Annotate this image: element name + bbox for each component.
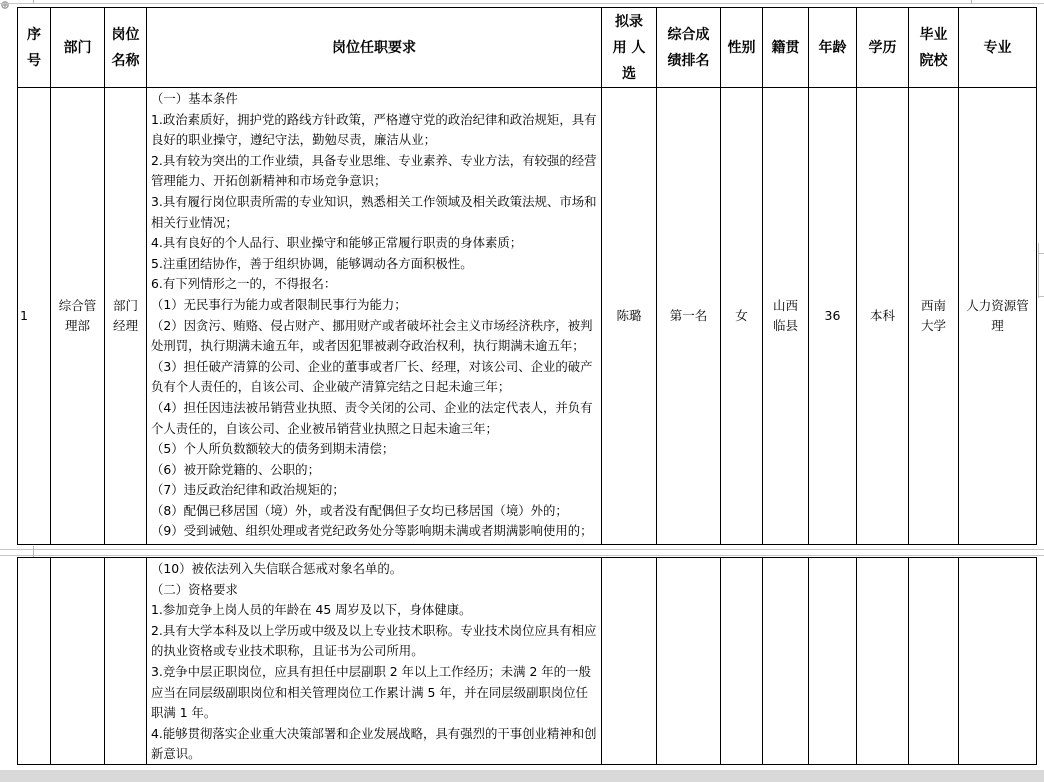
requirement-paragraph: 3.竞争中层正职岗位，应具有担任中层副职 2 年以上工作经历；未满 2 年的一般应当在同层级副职岗位和相关管理岗位工作累计满 5 年，并在同层级副职岗位任职满 1 年。 — [151, 663, 591, 721]
requirement-paragraph: 4.能够贯彻落实企业重大决策部署和企业发展战略，具有强烈的干事创业精神和创新意识。 — [151, 725, 597, 762]
cell-position-continued[interactable] — [105, 558, 147, 765]
cell-gender[interactable]: 女 — [721, 88, 763, 545]
header-education[interactable]: 学历 — [857, 8, 909, 88]
requirement-paragraph: （5）个人所负数额较大的债务到期未清偿； — [151, 441, 395, 457]
cell-major[interactable]: 人力资源管理 — [959, 88, 1037, 545]
job-posting-table-page1 — [17, 7, 1037, 545]
cell-requirements-page2[interactable] — [147, 558, 602, 765]
cell-school-continued[interactable] — [909, 558, 959, 765]
requirement-paragraph: 3.具有履行岗位职责所需的专业知识，熟悉相关工作领域及相关政策法规、市场和相关行业情况； — [151, 193, 597, 230]
cell-school[interactable]: 西南大学 — [909, 88, 959, 545]
header-gender[interactable]: 性别 — [721, 8, 763, 88]
page-break-line — [0, 555, 1044, 556]
requirement-paragraph: 2.具有大学本科及以上学历或中级及以上专业技术职称。专业技术岗位应具有相应的执业资格或专业技术职称，且证书为公司所用。 — [151, 622, 597, 659]
table-row-continued — [18, 558, 1037, 765]
requirement-paragraph: （7）违反政治纪律和政治规矩的； — [151, 482, 345, 498]
header-candidate[interactable]: 拟录用 人选 — [602, 8, 657, 88]
cell-education[interactable]: 本科 — [857, 88, 909, 545]
header-major[interactable]: 专业 — [959, 8, 1037, 88]
cell-native-place[interactable]: 山西临县 — [763, 88, 809, 545]
cell-major-continued[interactable] — [959, 558, 1037, 765]
requirement-paragraph: （二）资格要求 — [151, 581, 238, 597]
cell-department-continued[interactable] — [51, 558, 105, 765]
requirement-paragraph: （10）被依法列入失信联合惩戒对象名单的。 — [151, 561, 403, 576]
requirement-paragraph: 1.政治素质好，拥护党的路线方针政策，严格遵守党的政治纪律和政治规矩，具有良好的职业操守，遵纪守法，勤勉尽责，廉洁从业； — [151, 111, 597, 148]
cell-age-continued[interactable] — [809, 558, 857, 765]
table-row — [18, 88, 1037, 545]
requirements-text-page2 — [151, 559, 597, 764]
page-margin-tick — [33, 0, 34, 4]
cell-candidate-continued[interactable] — [602, 558, 657, 765]
requirement-paragraph: 2.具有较为突出的工作业绩，具备专业思维、专业素养、专业方法，有较强的经营管理能力、开拓创新精神和市场竞争意识； — [151, 152, 597, 189]
requirement-paragraph: 1.参加竞争上岗人员的年龄在 45 周岁及以下，身体健康。 — [151, 602, 472, 618]
requirement-paragraph: （9）受到诫勉、组织处理或者党纪政务处分等影响期未满或者期满影响使用的； — [151, 523, 593, 539]
header-age[interactable]: 年龄 — [809, 8, 857, 88]
header-school[interactable]: 毕业院校 — [909, 8, 959, 88]
cell-rank[interactable]: 第一名 — [657, 88, 721, 545]
requirement-paragraph: 5.注重团结协作，善于组织协调，能够调动各方面积极性。 — [151, 255, 473, 271]
page-margin-tick — [971, 0, 972, 4]
job-posting-table-page2 — [17, 557, 1037, 765]
requirement-paragraph: （1）无民事行为能力或者限制民事行为能力； — [151, 296, 407, 312]
cell-rank-continued[interactable] — [657, 558, 721, 765]
header-seq[interactable]: 序号 — [18, 8, 51, 88]
cell-candidate[interactable]: 陈璐 — [602, 88, 657, 545]
requirement-paragraph: （一）基本条件 — [151, 91, 238, 106]
page-bottom-margin — [0, 770, 1044, 782]
requirements-text-page1 — [151, 89, 597, 543]
requirement-paragraph: （3）担任破产清算的公司、企业的董事或者厂长、经理，对该公司、企业的破产负有个人责任的，自该公司、企业破产清算完结之日起未逾三年； — [151, 358, 593, 395]
requirement-paragraph: 6.有下列情形之一的，不得报名： — [151, 276, 337, 292]
cell-seq[interactable]: 1 — [18, 88, 51, 545]
header-native-place[interactable]: 籍贯 — [763, 8, 809, 88]
cell-native-place-continued[interactable] — [763, 558, 809, 765]
requirement-paragraph: （2）因贪污、贿赂、侵占财产、挪用财产或者破坏社会主义市场经济秩序，被判处刑罚，执行期满未逾五年，或者因犯罪被剥夺政治权利，执行期满未逾五年； — [151, 317, 593, 354]
page-edge-tick — [1038, 296, 1044, 297]
requirement-paragraph: （4）担任因违法被吊销营业执照、责令关闭的公司、企业的法定代表人，并负有个人责任的，自该公司、企业被吊销营业执照之日起未逾三年； — [151, 399, 593, 436]
page-edge-line — [1038, 243, 1039, 298]
page-top-boundary-line — [0, 3, 1044, 4]
cell-seq-continued[interactable] — [18, 558, 51, 765]
cell-gender-continued[interactable] — [721, 558, 763, 765]
requirement-paragraph: 4.具有良好的个人品行、职业操守和能够正常履行职责的身体素质； — [151, 235, 523, 251]
requirement-paragraph: （8）配偶已移居国（境）外，或者没有配偶但子女均已移居国（境）外的； — [151, 502, 568, 518]
cell-age[interactable]: 36 — [809, 88, 857, 545]
cell-requirements-page1[interactable] — [147, 88, 602, 545]
cell-department[interactable]: 综合管理部 — [51, 88, 105, 545]
page-edge-tick — [1038, 253, 1044, 254]
header-rank[interactable]: 综合成绩排名 — [657, 8, 721, 88]
header-department[interactable]: 部门 — [51, 8, 105, 88]
cell-education-continued[interactable] — [857, 558, 909, 765]
page-break-line — [0, 549, 1044, 550]
requirement-paragraph: （6）被开除党籍的、公职的； — [151, 461, 320, 477]
cell-position[interactable]: 部门经理 — [105, 88, 147, 545]
header-requirements[interactable]: 岗位任职要求 — [147, 8, 602, 88]
header-position[interactable]: 岗位名称 — [105, 8, 147, 88]
